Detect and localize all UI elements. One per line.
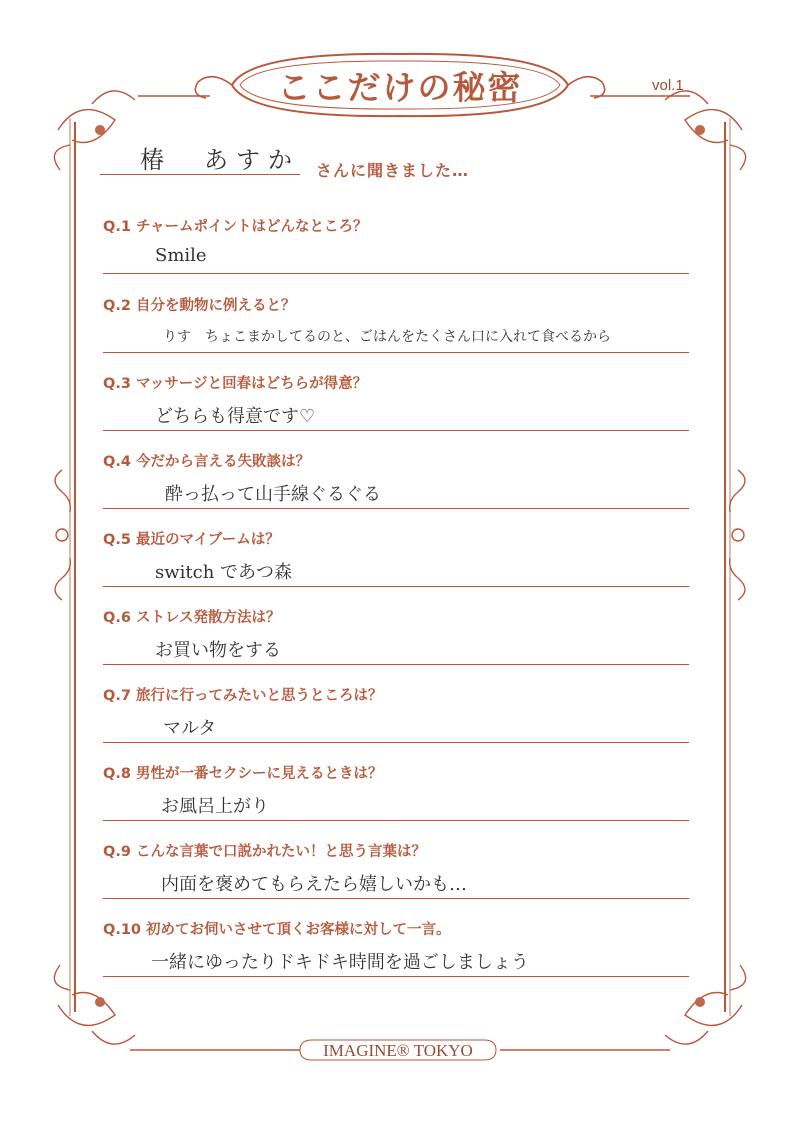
answer-line-6 [103, 664, 689, 665]
question-5: Q.5 最近のマイブームは？ [103, 532, 280, 548]
answer-line-8 [103, 820, 689, 821]
question-9: Q.9 こんな言葉で口説かれたい！と思う言葉は？ [103, 844, 426, 860]
interviewee-name: 椿 あすか [140, 146, 300, 174]
page-title: ここだけの秘密 [277, 67, 523, 107]
answer-2: りす ちょこまかしてるのと、ごはんをたくさん口に入れて食べるから [163, 329, 611, 345]
answer-line-2 [103, 352, 689, 353]
interviewee-suffix: さんに聞きました… [316, 161, 470, 180]
answer-8: お風呂上がり [161, 796, 269, 817]
question-7: Q.7 旅行に行ってみたいと思うところは？ [103, 688, 383, 704]
answer-line-3 [103, 430, 689, 431]
answer-5: switch であつ森 [155, 562, 293, 583]
question-1: Q.1 チャームポイントはどんなところ？ [103, 219, 368, 235]
question-10: Q.10 初めてお伺いさせて頂くお客様に対して一言。 [103, 922, 451, 938]
answer-line-10 [103, 976, 689, 977]
question-2: Q.2 自分を動物に例えると？ [103, 298, 296, 314]
question-8: Q.8 男性が一番セクシーに見えるときは？ [103, 766, 383, 782]
volume-label: vol.1 [652, 77, 684, 94]
answer-10: 一緒にゆったりドキドキ時間を過ごしましょう [151, 952, 529, 973]
answer-3: どちらも得意です♡ [155, 406, 316, 427]
answer-7: マルタ [163, 718, 217, 739]
answer-4: 酔っ払って山手線ぐるぐる [165, 484, 381, 505]
answer-line-4 [103, 508, 689, 509]
answer-9: 内面を褒めてもらえたら嬉しいかも… [161, 874, 467, 895]
answer-1: Smile [155, 245, 207, 266]
name-underline [100, 174, 300, 175]
answer-line-5 [103, 586, 689, 587]
answer-line-7 [103, 742, 689, 743]
question-3: Q.3 マッサージと回春はどちらが得意？ [103, 376, 368, 392]
brand-logo: IMAGINE® TOKYO [323, 1041, 473, 1060]
question-4: Q.4 今だから言える失敗談は？ [103, 454, 310, 470]
answer-line-1 [103, 273, 689, 274]
answer-line-9 [103, 898, 689, 899]
answer-6: お買い物をする [155, 640, 281, 661]
question-6: Q.6 ストレス発散方法は？ [103, 610, 281, 626]
